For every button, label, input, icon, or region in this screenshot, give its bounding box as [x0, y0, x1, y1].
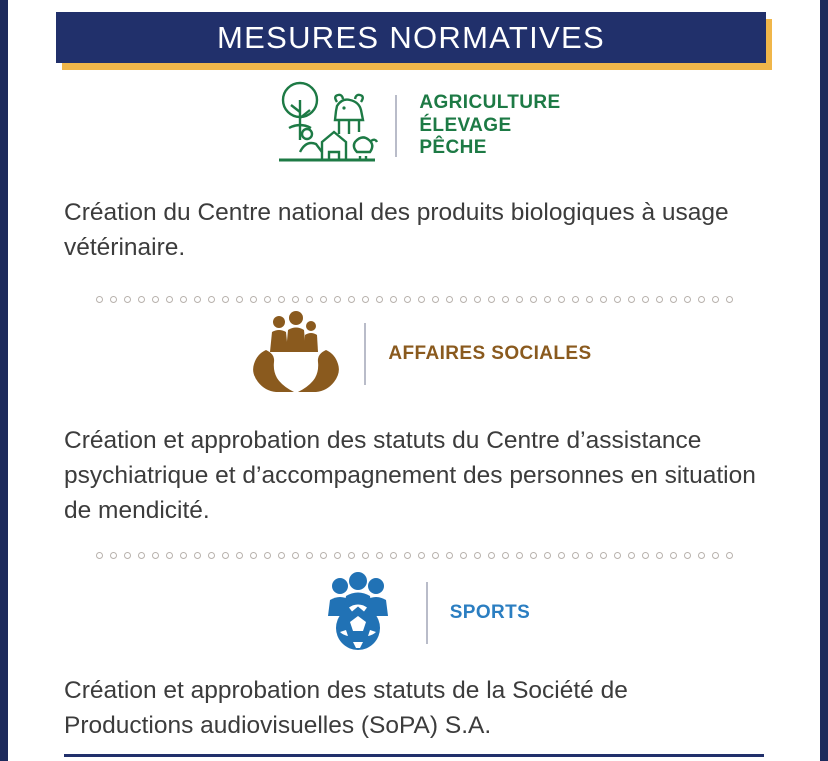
section-label-sports	[450, 602, 531, 624]
separator-dot	[418, 552, 425, 559]
separator-dot	[250, 296, 257, 303]
separator-dot	[390, 296, 397, 303]
separator-dot	[166, 296, 173, 303]
separator-dot	[292, 552, 299, 559]
separator-dot	[586, 552, 593, 559]
dotted-separator-1	[0, 296, 828, 303]
separator-dot	[572, 552, 579, 559]
separator-dot	[222, 552, 229, 559]
separator-dot	[516, 296, 523, 303]
separator-dot	[222, 296, 229, 303]
separator-dot	[376, 552, 383, 559]
separator-dot	[684, 296, 691, 303]
separator-dot	[264, 296, 271, 303]
separator-dot	[712, 552, 719, 559]
separator-dot	[348, 552, 355, 559]
section-agriculture	[0, 78, 828, 303]
separator-dot	[530, 296, 537, 303]
section-text-social: Création et approbation des statuts du Centre d’assistance psychiatrique et d’accompagnement des personnes en situation de mendicité.	[64, 427, 756, 524]
separator-dot	[628, 552, 635, 559]
farm-livestock-fishing-icon	[267, 78, 387, 174]
separator-dot	[334, 296, 341, 303]
separator-dot	[446, 552, 453, 559]
separator-dot	[544, 296, 551, 303]
separator-dot	[502, 552, 509, 559]
separator-dot	[488, 296, 495, 303]
separator-dot	[96, 552, 103, 559]
section-sports	[0, 570, 828, 744]
separator-dot	[586, 296, 593, 303]
header-divider	[395, 95, 397, 157]
separator-dot	[194, 552, 201, 559]
section-text-agriculture: Création du Centre national des produits biologiques à usage vétérinaire.	[64, 199, 729, 261]
separator-dot	[194, 296, 201, 303]
section-header-sports	[0, 570, 828, 656]
separator-dot	[670, 296, 677, 303]
separator-dot	[488, 552, 495, 559]
separator-dot	[656, 296, 663, 303]
separator-dot	[362, 296, 369, 303]
section-header-social	[0, 306, 828, 402]
header-divider	[426, 582, 428, 644]
separator-dot	[642, 552, 649, 559]
separator-dot	[614, 296, 621, 303]
section-label-agriculture	[419, 92, 560, 159]
separator-dot	[292, 296, 299, 303]
separator-dot	[250, 552, 257, 559]
separator-dot	[684, 552, 691, 559]
separator-dot	[138, 296, 145, 303]
separator-dot	[600, 296, 607, 303]
separator-dot	[138, 552, 145, 559]
banner-box	[56, 12, 766, 63]
separator-dot	[334, 552, 341, 559]
separator-dot	[726, 552, 733, 559]
bottom-rule	[64, 754, 764, 757]
separator-dot	[698, 552, 705, 559]
separator-dot	[180, 552, 187, 559]
separator-dot	[110, 552, 117, 559]
separator-dot	[628, 296, 635, 303]
separator-dot	[432, 296, 439, 303]
separator-dot	[180, 296, 187, 303]
separator-dot	[208, 296, 215, 303]
separator-dot	[558, 552, 565, 559]
separator-dot	[572, 296, 579, 303]
separator-dot	[404, 552, 411, 559]
label-line-1: SPORTS	[449, 601, 531, 623]
separator-dot	[726, 296, 733, 303]
separator-dot	[110, 296, 117, 303]
label-line-1: AGRICULTURE	[419, 92, 561, 114]
label-line-2: ÉLEVAGE	[419, 114, 512, 136]
separator-dot	[264, 552, 271, 559]
separator-dot	[432, 552, 439, 559]
separator-dot	[460, 552, 467, 559]
title-banner	[56, 12, 772, 70]
separator-dot	[712, 296, 719, 303]
separator-dot	[502, 296, 509, 303]
separator-dot	[320, 296, 327, 303]
separator-dot	[278, 296, 285, 303]
separator-dot	[656, 552, 663, 559]
separator-dot	[376, 296, 383, 303]
separator-dot	[362, 552, 369, 559]
separator-dot	[236, 552, 243, 559]
separator-dot	[642, 296, 649, 303]
hands-family-icon	[236, 306, 356, 402]
separator-dot	[152, 296, 159, 303]
label-line-1: AFFAIRES SOCIALES	[388, 342, 592, 364]
separator-dot	[208, 552, 215, 559]
team-football-icon	[298, 570, 418, 656]
dotted-separator-2	[0, 552, 828, 559]
separator-dot	[320, 552, 327, 559]
separator-dot	[698, 296, 705, 303]
section-text-sports: Création et approbation des statuts de la Société de Productions audiovisuelles (SoPA) S.A.	[64, 677, 628, 739]
separator-dot	[348, 296, 355, 303]
separator-dot	[306, 552, 313, 559]
page-title: MESURES NORMATIVES	[217, 19, 605, 55]
header-divider	[364, 323, 366, 385]
separator-dot	[530, 552, 537, 559]
separator-dot	[670, 552, 677, 559]
separator-dot	[474, 296, 481, 303]
separator-dot	[600, 552, 607, 559]
separator-dot	[544, 552, 551, 559]
separator-dot	[236, 296, 243, 303]
section-social	[0, 306, 828, 559]
separator-dot	[124, 296, 131, 303]
separator-dot	[124, 552, 131, 559]
separator-dot	[614, 552, 621, 559]
separator-dot	[474, 552, 481, 559]
section-label-social	[388, 343, 591, 365]
separator-dot	[166, 552, 173, 559]
separator-dot	[446, 296, 453, 303]
separator-dot	[278, 552, 285, 559]
separator-dot	[390, 552, 397, 559]
separator-dot	[418, 296, 425, 303]
separator-dot	[306, 296, 313, 303]
separator-dot	[558, 296, 565, 303]
separator-dot	[404, 296, 411, 303]
separator-dot	[96, 296, 103, 303]
separator-dot	[460, 296, 467, 303]
separator-dot	[516, 552, 523, 559]
separator-dot	[152, 552, 159, 559]
label-line-3: PÊCHE	[419, 137, 487, 159]
section-header-agriculture	[0, 78, 828, 174]
